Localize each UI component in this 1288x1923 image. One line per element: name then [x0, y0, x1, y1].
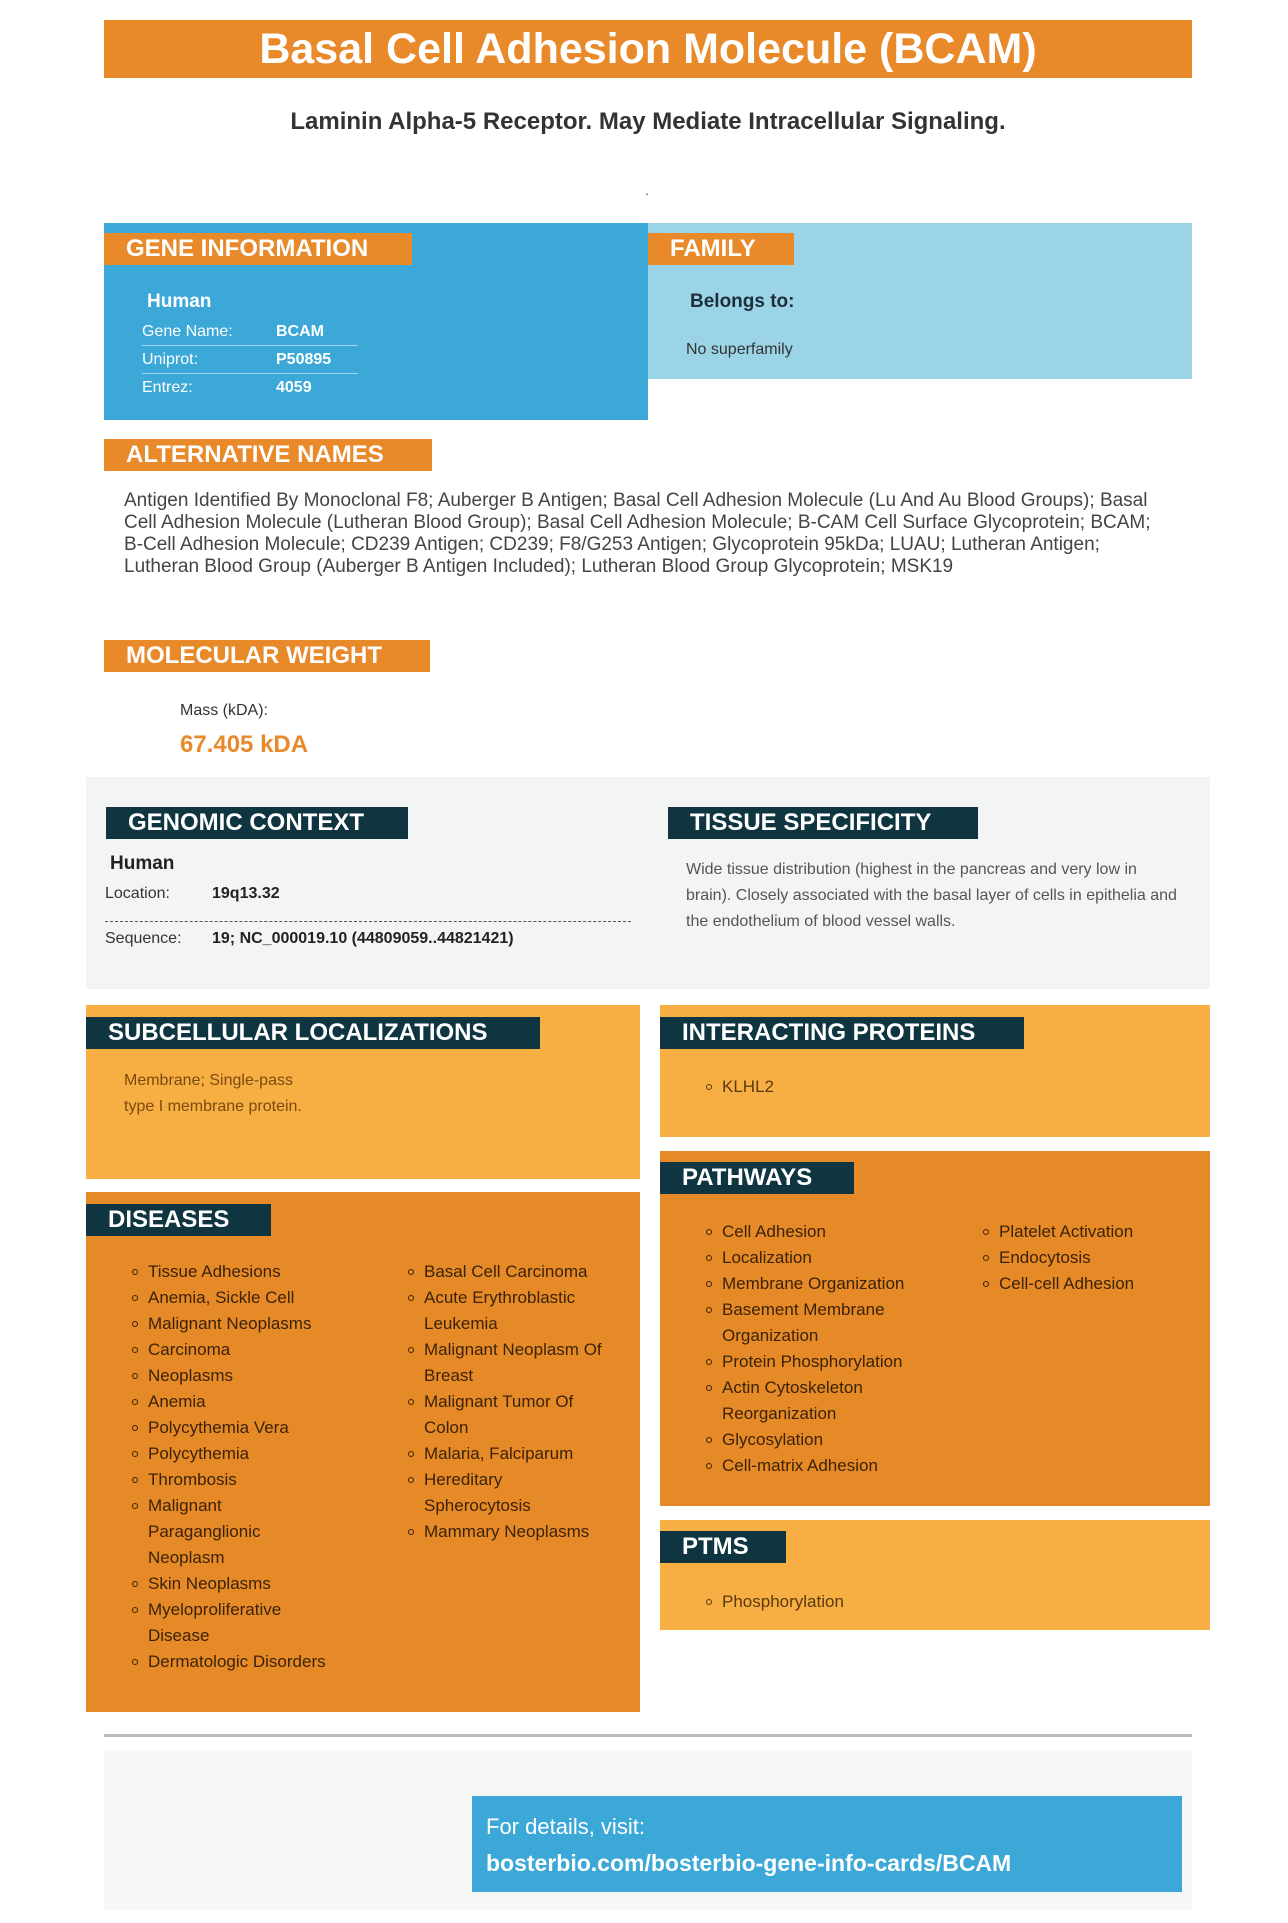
list-item: Myeloproliferative Disease [126, 1597, 308, 1649]
list-item: Localization [700, 1245, 940, 1271]
genomic-organism: Human [110, 853, 175, 874]
location-label: Location: [105, 885, 170, 902]
list-item: Basal Cell Carcinoma [402, 1259, 612, 1285]
details-link-box[interactable] [472, 1796, 1182, 1892]
page-subtitle: Laminin Alpha-5 Receptor. May Mediate Intracellular Signaling. [290, 108, 1006, 135]
gene-name-row [142, 318, 358, 345]
genomic-context-header: GENOMIC CONTEXT [106, 807, 408, 839]
list-item: Malignant Paraganglionic Neoplasm [126, 1493, 288, 1571]
diseases-header: DISEASES [86, 1204, 271, 1236]
uniprot-row [142, 346, 358, 373]
alternative-names-header: ALTERNATIVE NAMES [104, 439, 432, 471]
list-item: KLHL2 [700, 1074, 774, 1100]
list-item: Skin Neoplasms [126, 1571, 356, 1597]
alternative-names-text: Antigen Identified By Monoclonal F8; Auberger B Antigen; Basal Cell Adhesion Molecule (Lu And Au Blood Groups); Basal Cell Adhesion Molecule (Lutheran Blood Group); Basal Cell Adhesion Molecule; B-CAM Cell Surface Glycoprotein; BCAM; B-Cell Adhesion Molecule; CD239 Antigen; CD239; F8/G253 Antigen; Glycoprotein 95kDa; LUAU; Lutheran Antigen; Lutheran Blood Group (Auberger B Antigen Included); Lutheran Blood Group Glycoprotein; MSK19 [124, 490, 1151, 577]
gene-name-label: Gene Name: [142, 323, 233, 340]
uniprot-label: Uniprot: [142, 351, 199, 368]
gene-organism: Human [147, 291, 212, 312]
belongs-to-label: Belongs to: [690, 291, 795, 312]
diseases-section [86, 1192, 640, 1712]
list-item: Malignant Neoplasm Of Breast [402, 1337, 634, 1389]
list-item: Cell Adhesion [700, 1219, 940, 1245]
list-item: Platelet Activation [977, 1219, 1197, 1245]
list-item: Endocytosis [977, 1245, 1197, 1271]
gene-information-header: GENE INFORMATION [104, 233, 412, 265]
ptms-header: PTMS [660, 1531, 786, 1563]
pathways-header: PATHWAYS [660, 1162, 854, 1194]
list-item: Membrane Organization [700, 1271, 940, 1297]
list-item: Polycythemia [126, 1441, 356, 1467]
list-item: Cell-matrix Adhesion [700, 1453, 940, 1479]
details-label: For details, visit: [486, 1814, 645, 1839]
list-item: Acute Erythroblastic Leukemia [402, 1285, 594, 1337]
pathways-list-col1 [700, 1219, 940, 1479]
list-item: Neoplasms [126, 1363, 356, 1389]
mass-value: 67.405 kDA [180, 731, 309, 758]
subcellular-line-1: Membrane; Single-pass [124, 1072, 293, 1089]
tissue-specificity-text: Wide tissue distribution (highest in the pancreas and very low in brain). Closely associated with the basal layer of cells in epithelia and the endothelium of blood vessel walls. [686, 861, 1177, 930]
list-item: Cell-cell Adhesion [977, 1271, 1197, 1297]
list-item: Mammary Neoplasms [402, 1519, 612, 1545]
family-value: No superfamily [686, 341, 793, 358]
entrez-value[interactable]: 4059 [276, 379, 312, 396]
sequence-label: Sequence: [105, 930, 182, 947]
list-item: Malaria, Falciparum [402, 1441, 612, 1467]
list-item: Anemia, Sickle Cell [126, 1285, 356, 1311]
list-item: Malignant Tumor Of Colon [402, 1389, 604, 1441]
diseases-list-col1 [126, 1259, 356, 1675]
family-header: FAMILY [648, 233, 794, 265]
family-section [648, 223, 1192, 379]
ptms-section [660, 1520, 1210, 1630]
interacting-proteins-section [660, 1005, 1210, 1137]
divider [105, 921, 631, 922]
list-item: Hereditary Spherocytosis [402, 1467, 574, 1519]
entrez-label: Entrez: [142, 379, 193, 396]
footer-divider [104, 1734, 1192, 1737]
molecular-weight-header: MOLECULAR WEIGHT [104, 640, 430, 672]
list-item: Actin Cytoskeleton Reorganization [700, 1375, 922, 1427]
entrez-row [142, 374, 358, 401]
interacting-proteins-header: INTERACTING PROTEINS [660, 1017, 1024, 1049]
location-value: 19q13.32 [212, 885, 280, 902]
list-item: Thrombosis [126, 1467, 356, 1493]
interacting-proteins-list [700, 1074, 774, 1100]
subcellular-section [86, 1005, 640, 1179]
list-item: Carcinoma [126, 1337, 356, 1363]
pathways-section [660, 1151, 1210, 1506]
pathways-list-col2 [977, 1219, 1197, 1297]
ptms-list [700, 1589, 844, 1615]
list-item: Tissue Adhesions [126, 1259, 356, 1285]
diseases-list-col2 [402, 1259, 612, 1545]
gene-information-section [104, 223, 648, 420]
mass-label: Mass (kDA): [180, 702, 268, 719]
subtitle-dot: . [645, 182, 649, 198]
list-item: Dermatologic Disorders [126, 1649, 356, 1675]
list-item: Polycythemia Vera [126, 1415, 356, 1441]
details-url[interactable]: bosterbio.com/bosterbio-gene-info-cards/BCAM [486, 1850, 1012, 1876]
list-item: Protein Phosphorylation [700, 1349, 940, 1375]
subcellular-text [124, 1068, 302, 1120]
subcellular-header: SUBCELLULAR LOCALIZATIONS [86, 1017, 540, 1049]
page-title: Basal Cell Adhesion Molecule (BCAM) [104, 20, 1192, 78]
genomic-tissue-panel [86, 777, 1210, 989]
subcellular-line-2: type I membrane protein. [124, 1098, 302, 1115]
list-item: Basement Membrane Organization [700, 1297, 922, 1349]
list-item: Malignant Neoplasms [126, 1311, 356, 1337]
uniprot-value[interactable]: P50895 [276, 351, 332, 368]
list-item: Anemia [126, 1389, 356, 1415]
list-item: Glycosylation [700, 1427, 940, 1453]
gene-name-value: BCAM [276, 323, 324, 340]
list-item: Phosphorylation [700, 1589, 844, 1615]
tissue-specificity-header: TISSUE SPECIFICITY [668, 807, 978, 839]
sequence-value: 19; NC_000019.10 (44809059..44821421) [212, 930, 514, 947]
